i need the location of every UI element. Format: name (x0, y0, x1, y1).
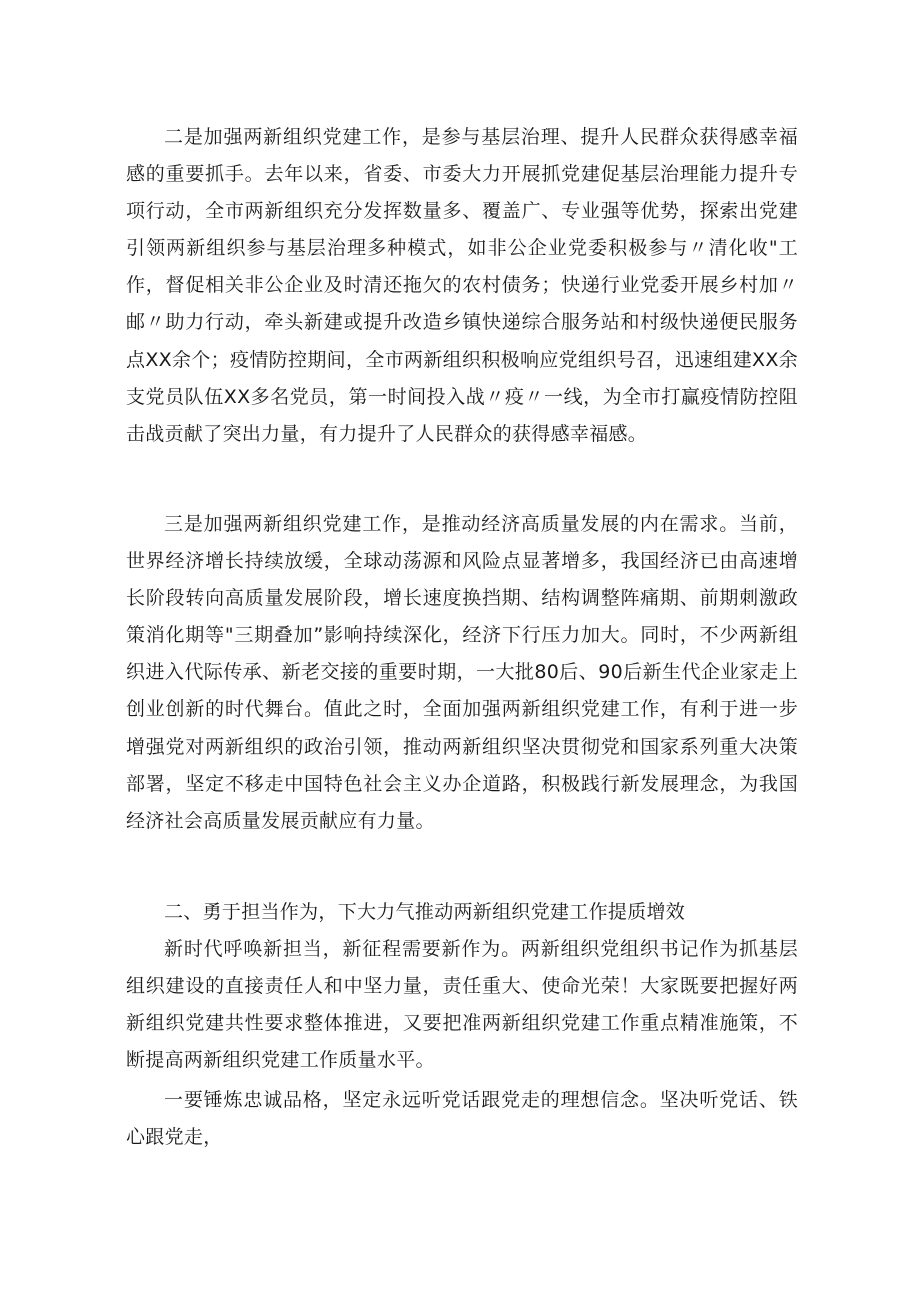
paragraph-new-era-responsibility: 新时代呼唤新担当，新征程需要新作为。两新组织党组织书记作为抓基层组织建设的直接责任人和中坚力量，责任重大、使命光荣！大家既要把握好两新组织党建共性要求整体推进，又要把准两新组织党建工作重点精准施策，不断提高两新组织党建工作质量水平。 (126, 938, 798, 1072)
section-heading-two: 二、勇于担当作为，下大力气推动两新组织党建工作提质增效 (164, 901, 686, 923)
paragraph-loyalty: 一要锤炼忠诚品格，坚定永远听党话跟党走的理想信念。坚决听党话、铁心跟党走， (126, 1089, 798, 1149)
paragraph-grassroots-governance: 二是加强两新组织党建工作，是参与基层治理、提升人民群众获得感幸福感的重要抓手。去年以来，省委、市委大力开展抓党建促基层治理能力提升专项行动，全市两新组织充分发挥数量多、覆盖广、专业强等优势，探索出党建引领两新组织参与基层治理多种模式，如非公企业党委积极参与〃清化收"工作，督促相关非公企业及时清还拖欠的农村债务；快递行业党委开展乡村加〃邮〃助力行动，牵头新建或提升改造乡镇快递综合服务站和村级快递便民服务点XX余个；疫情防控期间，全市两新组织积极响应党组织号召，迅速组建XX余支党员队伍XX多名党员，第一时间投入战〃疫〃一线，为全市打赢疫情防控阻击战贡献了突出力量，有力提升了人民群众的获得感幸福感。 (126, 126, 798, 445)
paragraph-economic-development: 三是加强两新组织党建工作，是推动经济高质量发展的内在需求。当前，世界经济增长持续放缓，全球动荡源和风险点显著增多，我国经济已由高速增长阶段转向高质量发展阶段，增长速度换挡期、结构调整阵痛期、前期刺激政策消化期等"三期叠加”影响持续深化，经济下行压力加大。同时，不少两新组织进入代际传承、新老交接的重要时期，一大批80后、90后新生代企业家走上创业创新的时代舞台。值此之时，全面加强两新组织党建工作，有利于进一步增强党对两新组织的政治引领，推动两新组织坚决贯彻党和国家系列重大决策部署，坚定不移走中国特色社会主义办企道路，积极践行新发展理念，为我国经济社会高质量发展贡献应有力量。 (126, 513, 798, 832)
